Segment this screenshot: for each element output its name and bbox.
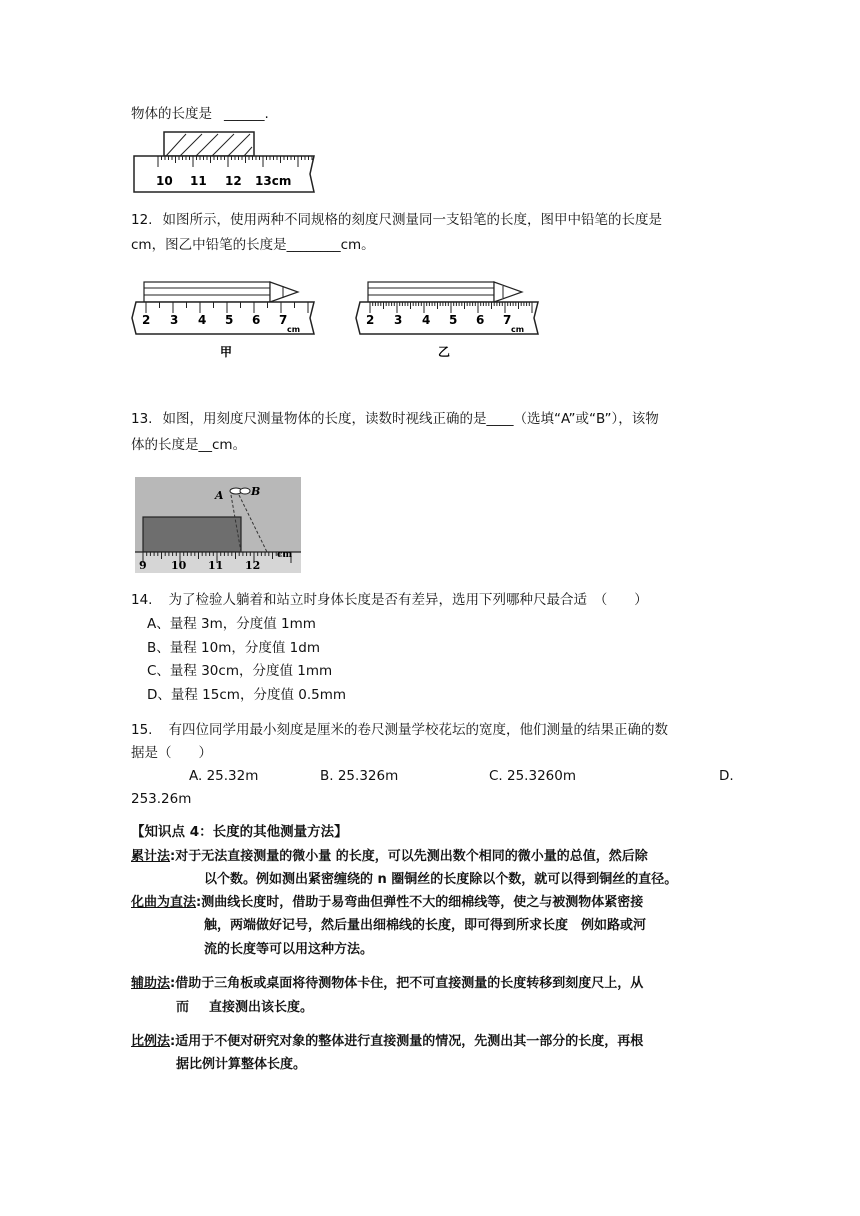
q14-option: B、量程 10m，分度值 1dm [147, 640, 320, 656]
ruler-tick-label: 13cm [255, 174, 292, 188]
method-cumulative: 累计法:对于无法直接测量的微小量 的长度，可以先测出数个相同的微小量的总值，然后除 [131, 849, 648, 864]
q15-option-d-label: D. [719, 768, 734, 784]
ruler-figure-b [356, 282, 538, 359]
ruler-tick-label: 2 [142, 313, 151, 327]
method-curve-line2: 触，两端做好记号，然后量出细棉线的长度，即可得到所求长度 例如路或河 [204, 918, 647, 933]
method-curve-line3: 流的长度等可以用这种方法。 [204, 942, 374, 957]
method-auxiliary: 辅助法:借助于三角板或桌面将待测物体卡住，把不可直接测量的长度转移到刻度尺上，从 [131, 976, 644, 991]
q11-ruler-figure [128, 128, 320, 196]
q13-line2: 体的长度是__cm。 [131, 437, 247, 453]
method-proportion: 比例法:适用于不便对研究对象的整体进行直接测量的情况，先测出其一部分的长度，再根 [131, 1034, 644, 1049]
q15-option-c: C. 25.3260m [489, 768, 576, 784]
ruler-tick-label: 6 [476, 313, 485, 327]
label-b: B [251, 485, 261, 498]
ruler-tick-label: 7 [503, 313, 512, 327]
method-proportion-line2: 据比例计算整体长度。 [176, 1057, 307, 1072]
method-auxiliary-line2: 而 直接测出该长度。 [176, 1000, 314, 1015]
q12-ruler-figures [128, 276, 548, 366]
ruler-tick-label: 9 [139, 559, 147, 572]
q15-line1: 15. 有四位同学用最小刻度是厘米的卷尺测量学校花坛的宽度，他们测量的结果正确的数 [131, 722, 668, 738]
caption-a: 甲 [220, 345, 233, 359]
ruler-tick-label: 4 [198, 313, 207, 327]
q15-option-a: A. 25.32m [189, 768, 259, 784]
q13-ruler-figure [135, 477, 301, 573]
ruler-tick-label: 5 [225, 313, 234, 327]
ruler-tick-label: 6 [252, 313, 261, 327]
ruler-tick-label: 11 [208, 559, 224, 572]
q14-option: A、量程 3m，分度值 1mm [147, 616, 316, 632]
method-curve-to-straight: 化曲为直法:测曲线长度时，借助于易弯曲但弹性不大的细棉线等，使之与被测物体紧密接 [131, 895, 644, 910]
ruler-tick-label: 11 [190, 174, 207, 188]
ruler-tick-label: 2 [366, 313, 375, 327]
q15-line2: 据是（ ） [131, 745, 212, 761]
ruler-tick-label: 10 [171, 559, 187, 572]
ruler-tick-label: 10 [156, 174, 173, 188]
q14-option: C、量程 30cm，分度值 1mm [147, 663, 333, 679]
knowledge-heading: 【知识点 4：长度的其他测量方法】 [131, 824, 348, 840]
ruler-figure-a [132, 282, 314, 359]
q13-line1: 13. 如图，用刻度尺测量物体的长度，读数时视线正确的是____（选填“A”或“B”），该物 [131, 411, 659, 427]
ruler-unit-label: cm [287, 325, 301, 334]
ruler-tick-label: 5 [449, 313, 458, 327]
ruler-tick-label: 3 [170, 313, 179, 327]
caption-b: 乙 [438, 345, 451, 359]
ruler-tick-label: 12 [245, 559, 261, 572]
label-a: A [215, 489, 224, 502]
q15-option-d-value: 253.26m [131, 791, 192, 807]
q14-stem: 14. 为了检验人躺着和站立时身体长度是否有差异，选用下列哪种尺最合适 （ ） [131, 592, 648, 608]
q12-line2: cm，图乙中铅笔的长度是________cm。 [131, 237, 375, 253]
ruler-unit-label: cm [277, 550, 293, 560]
ruler-tick-label: 3 [394, 313, 403, 327]
method-cumulative-line2: 以个数。例如测出紧密缠绕的 n 圈铜丝的长度除以个数，就可以得到铜丝的直径。 [204, 872, 678, 887]
ruler-tick-label: 4 [422, 313, 431, 327]
q15-option-b: B. 25.326m [320, 768, 399, 784]
q14-option: D、量程 15cm，分度值 0.5mm [147, 687, 346, 703]
ruler-unit-label: cm [511, 325, 525, 334]
q11-text: 物体的长度是 ______. [131, 106, 269, 122]
ruler-tick-label: 7 [279, 313, 288, 327]
ruler-tick-label: 12 [225, 174, 242, 188]
q12-line1: 12. 如图所示，使用两种不同规格的刻度尺测量同一支铅笔的长度，图甲中铅笔的长度是 [131, 212, 662, 228]
